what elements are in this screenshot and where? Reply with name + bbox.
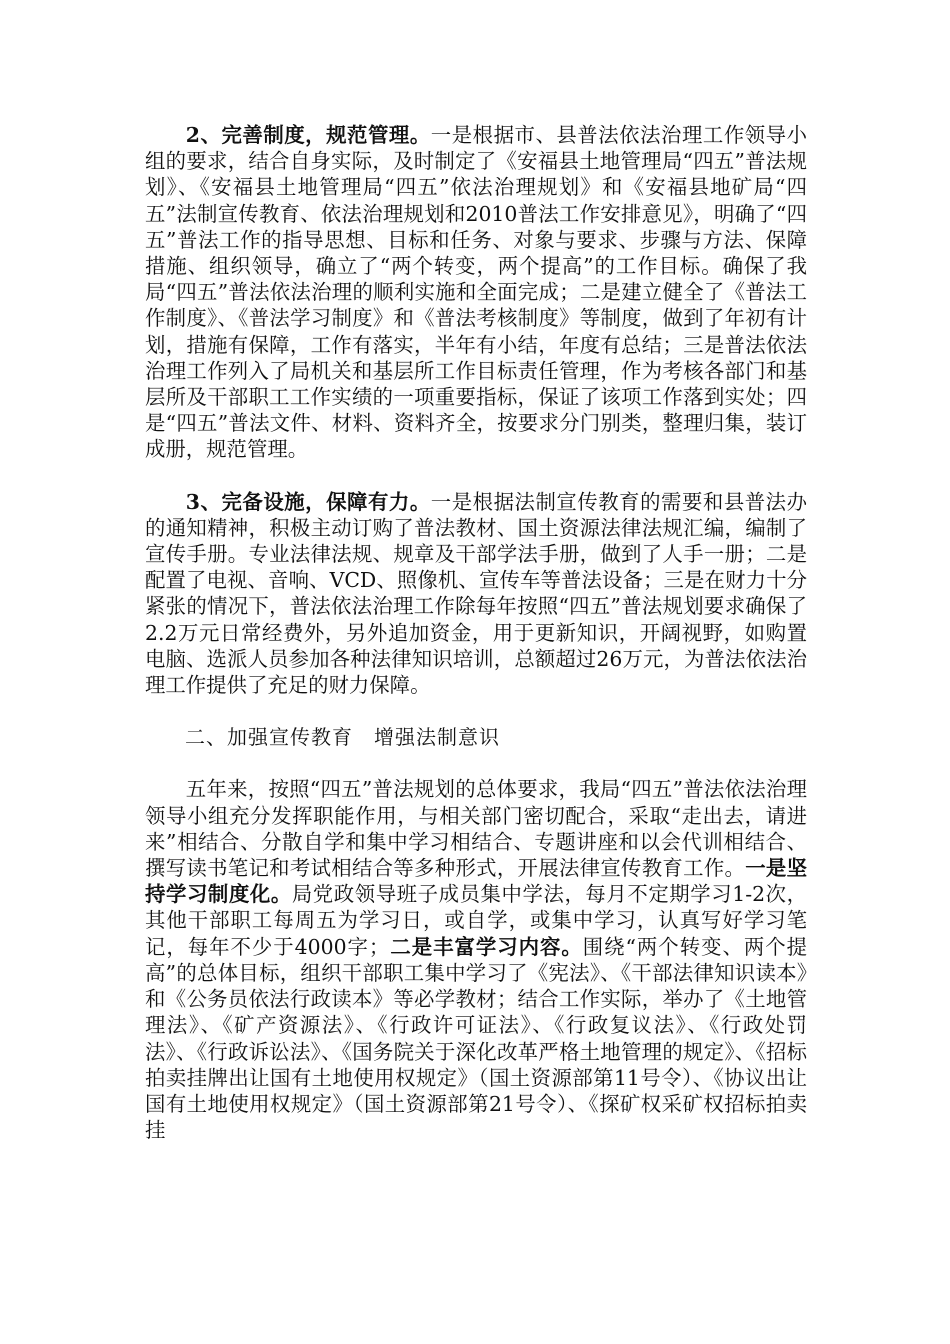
paragraph-section-2 bbox=[145, 122, 807, 463]
section-2-lead: 2、完善制度，规范管理。 bbox=[185, 123, 431, 147]
section-3-body: 一是根据法制宣传教育的需要和县普法办的通知精神，积极主动订购了普法教材、国土资源法律法规汇编，编制了宣传手册。专业法律法规、规章及干部学法手册，做到了人手一册；二是配置了电视、音响、VCD、照像机、宣传车等普法设备；三是在财力十分紧张的情况下，普法依法治理工作除每年按照“四五”普法规划要求确保了2.2万元日常经费外，另外追加资金，用于更新知识，开阔视野，如购置电脑、选派人员参加各种法律知识培训，总额超过26万元，为普法依法治理工作提供了充足的财力保障。 bbox=[145, 489, 808, 698]
education-text-2: 围绕“两个转变、两个提高”的总体目标，组织干部职工集中学习了《宪法》、《干部法律知识读本》和《公务员依法行政读本》等必学教材；结合工作实际，举办了《土地管理法》、《矿产资源法》、《行政许可证法》、《行政复议法》、《行政处罚法》、《行政诉讼法》、《国务院关于深化改革严格土地管理的规定》、《招标拍卖挂牌出让国有土地使用权规定》（国土资源部第11号令）、《协议出让国有土地使用权规定》（国土资源部第21号令）、《探矿权采矿权招标拍卖挂 bbox=[145, 934, 807, 1143]
education-intro: 五年来，按照“四五”普法规划的总体要求，我局“四五”普法依法治理领导小组充分发挥职能作用，与相关部门密切配合，采取“走出去，请进来”相结合、分散自学和集中学习相结合、专题讲座和以会代训相结合、撰写读书笔记和考试相结合等多种形式，开展法律宣传教育工作。 bbox=[145, 777, 807, 881]
paragraph-section-3 bbox=[145, 489, 807, 699]
section-3-lead: 3、完备设施，保障有力。 bbox=[185, 489, 431, 514]
heading-part-2: 二、加强宣传教育 增强法制意识 bbox=[185, 725, 500, 750]
document-body bbox=[145, 122, 807, 1143]
education-point-1: 一是坚持学习制度化。 bbox=[145, 856, 808, 907]
education-point-2: 二是丰富学习内容。 bbox=[389, 934, 583, 959]
section-2-body: 一是根据市、县普法依法治理工作领导小组的要求，结合自身实际，及时制定了《安福县土地管理局“四五”普法规划》、《安福县土地管理局“四五”依法治理规划》和《安福县地矿局“四五”法制宣传教育、依法治理规划和2010普法工作安排意见》，明确了“四五”普法工作的指导思想、目标和任务、对象与要求、步骤与方法、保障措施、组织领导，确立了“两个转变，两个提高”的工作目标。确保了我局“四五”普法依法治理的顺利实施和全面完成；二是建立健全了《普法工作制度》、《普法学习制度》和《普法考核制度》等制度，做到了年初有计划，措施有保障，工作有落实，半年有小结，年度有总结；三是普法依法治理工作列入了局机关和基层所工作目标责任管理，作为考核各部门和基层所及干部职工工作实绩的一项重要指标，保证了该项工作落到实处；四是“四五”普法文件、材料、资料齐全，按要求分门别类，整理归集，装订成册，规范管理。 bbox=[145, 123, 808, 462]
education-text-1: 局党政领导班子成员集中学法，每月不定期学习1-2次，其他干部职工每周五为学习日，或自学，或集中学习，认真写好学习笔记，每年不少于4000字； bbox=[145, 882, 807, 959]
paragraph-education bbox=[145, 776, 807, 1143]
